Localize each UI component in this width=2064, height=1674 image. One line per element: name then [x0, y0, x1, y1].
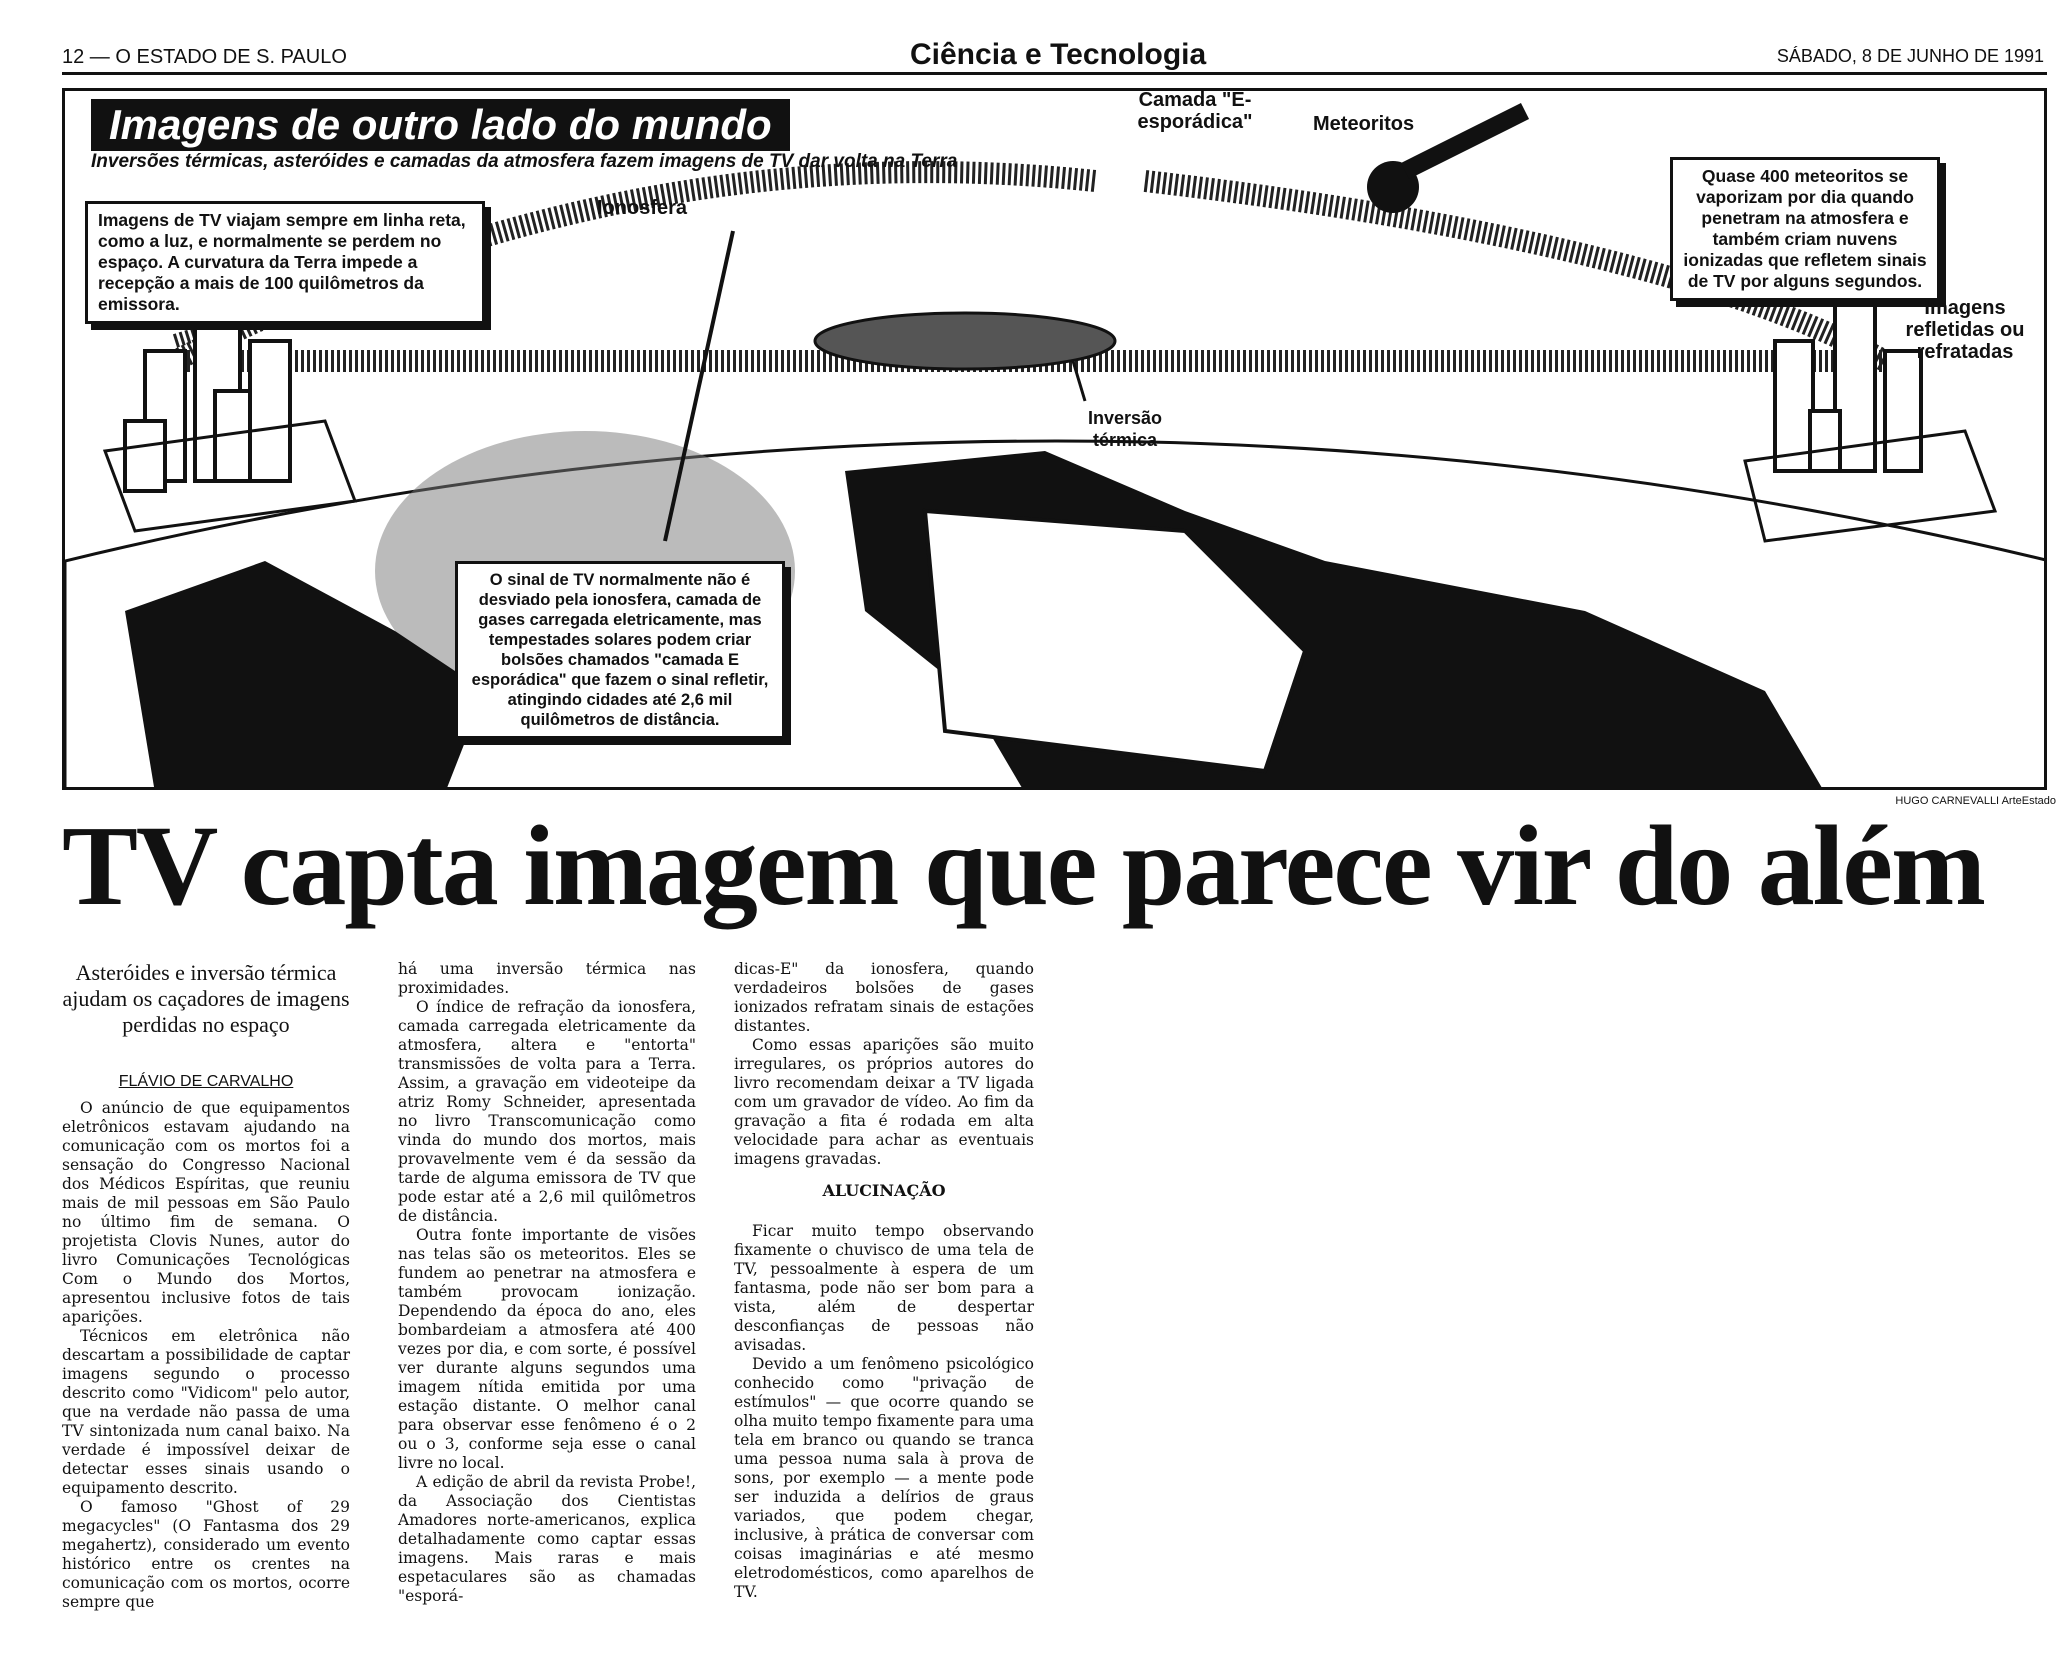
header-rule — [62, 72, 2047, 75]
article-column-3 — [734, 960, 1034, 1602]
article-headline: TV capta imagem que parece vir do além — [62, 802, 1984, 929]
paragraph: Devido a um fenômeno psicológico conhecido como "privação de estímulos" — que ocorre quando se olha muito tempo fixamente para uma tela em branco ou quando se tranca uma pessoa numa sala à prova de sons, por exemplo — a mente pode ser induzida a delírios de graus variados, que podem chegar, inclusive, à prática de conversar com coisas imaginárias e até mesmo eletrodomésticos, como aparelhos de TV. — [734, 1355, 1035, 1601]
page-number: 12 — O ESTADO DE S. PAULO — [62, 46, 347, 68]
reflected-images-label: Imagens refletidas ou refratadas — [1905, 297, 2025, 363]
paragraph: dicas-E" da ionosfera, quando verdadeiros bolsões de gases ionizados refratam sinais de estações distantes. — [734, 960, 1034, 1035]
subhead: ALUCINAÇÃO — [822, 1181, 946, 1200]
thermal-cloud — [815, 313, 1115, 369]
paragraph: Ficar muito tempo observando fixamente o chuvisco de uma tela de TV, pessoalmente à espera de um fantasma, pode não ser bom para a vista, além de despertar desconfianças de pessoas não avisadas. — [734, 1222, 1034, 1354]
paragraph: O índice de refração da ionosfera, camada carregada eletricamente da atmosfera, altera e "entorta" transmissões de volta para a Terra. Assim, a gravação em videoteipe da atriz Romy Schneider, apresentada no livro Transcomunicação como vinda do mundo dos mortos, mais provavelmente vem é da sessão da tarde de alguma emissora de TV que pode estar até a 2,6 mil quilômetros de distância. — [398, 998, 696, 1225]
paragraph: O anúncio de que equipamentos eletrônicos estavam ajudando na comunicação com os mortos foi a sensação do Congresso Nacional dos Médicos Espíritas, que reuniu mais de mil pessoas em São Paulo no último fim de semana. O projetista Clovis Nunes, autor do livro Comunicações Tecnológicas Com o Mundo dos Mortos, apresentou inclusive fotos de tais aparições. — [62, 1099, 350, 1326]
tv-straight-line-box: Imagens de TV viajam sempre em linha reta, como a luz, e normalmente se perdem no espaço. A curvatura da Terra impede a recepção a mais de 100 quilômetros da emissora. — [85, 201, 485, 324]
paragraph: A edição de abril da revista Probe!, da Associação dos Cientistas Amadores norte-americanos, explica detalhadamente como captar essas imagens. Mais raras e mais espetaculares são as chamadas "esporá- — [398, 1473, 696, 1605]
paragraph: Técnicos em eletrônica não descartam a possibilidade de captar imagens segundo o processo descrito como "Vidicom" pelo autor, que na verdade não passa de uma TV sintonizada num canal baixo. Na verdade é impossível deixar de detectar esses sinais usando o equipamento descrito. — [62, 1327, 350, 1497]
article-dek: Asteróides e inversão térmica ajudam os caçadores de imagens perdidas no espaço — [62, 960, 350, 1037]
article-column-2 — [398, 960, 696, 1606]
section-title: Ciência e Tecnologia — [910, 38, 1207, 71]
city-left — [105, 321, 355, 531]
infographic — [62, 88, 2047, 790]
article-byline: FLÁVIO DE CARVALHO — [118, 1073, 294, 1090]
meteor-trail — [1405, 111, 1525, 171]
graphic-credit: HUGO CARNEVALLI ArteEstado — [1895, 795, 2056, 807]
paragraph: Como essas aparições são muito irregulares, os próprios autores do livro recomendam deixar a TV ligada com um gravador de vídeo. Ao fim da gravação a fita é rodada em alta velocidade para achar as eventuais imagens gravadas. — [734, 1036, 1034, 1168]
article-column-1 — [62, 960, 350, 1612]
paragraph: O famoso "Ghost of 29 megacycles" (O Fantasma dos 29 megahertz), considerado um evento histórico entre os crentes na comunicação com os mortos, ocorre sempre que — [62, 1498, 350, 1611]
issue-date: SÁBADO, 8 DE JUNHO DE 1991 — [1776, 46, 2044, 66]
paragraph: Outra fonte importante de visões nas telas são os meteoritos. Eles se fundem ao penetrar na atmosfera e também provocam ionização. Dependendo da época do ano, eles bombardeiam a atmosfera até 400 vezes por dia, e com sorte, é possível ver durante alguns segundos uma imagem nítida emitida por uma estação distante. O melhor canal para observar esse fenômeno é o 2 ou o 3, conforme seja esse o canal livre no local. — [398, 1226, 696, 1472]
graphic-subtitle: Inversões térmicas, asteróides e camadas da atmosfera fazem imagens de TV dar volta na Terra — [91, 151, 958, 172]
sporadic-e-label: Camada "E-esporádica" — [1137, 89, 1253, 133]
ionosphere-label: Ionosfera — [597, 197, 688, 219]
meteors-label: Meteoritos — [1313, 113, 1415, 135]
tv-signal-box: O sinal de TV normalmente não é desviado pela ionosfera, camada de gases carregada eletricamente, mas tempestades solares podem criar bolsões chamados "camada E esporádica" que fazem o sinal refletir, atingindo cidades até 2,6 mil quilômetros de distância. — [455, 561, 785, 739]
thermal-inversion-label: Inversão térmica — [1087, 408, 1163, 450]
graphic-title: Imagens de outro lado do mundo — [91, 99, 790, 151]
meteors-box: Quase 400 meteoritos se vaporizam por dia quando penetram na atmosfera e também criam nuvens ionizadas que refletem sinais de TV por alguns segundos. — [1670, 157, 1940, 301]
paragraph: há uma inversão térmica nas proximidades. — [398, 960, 696, 997]
